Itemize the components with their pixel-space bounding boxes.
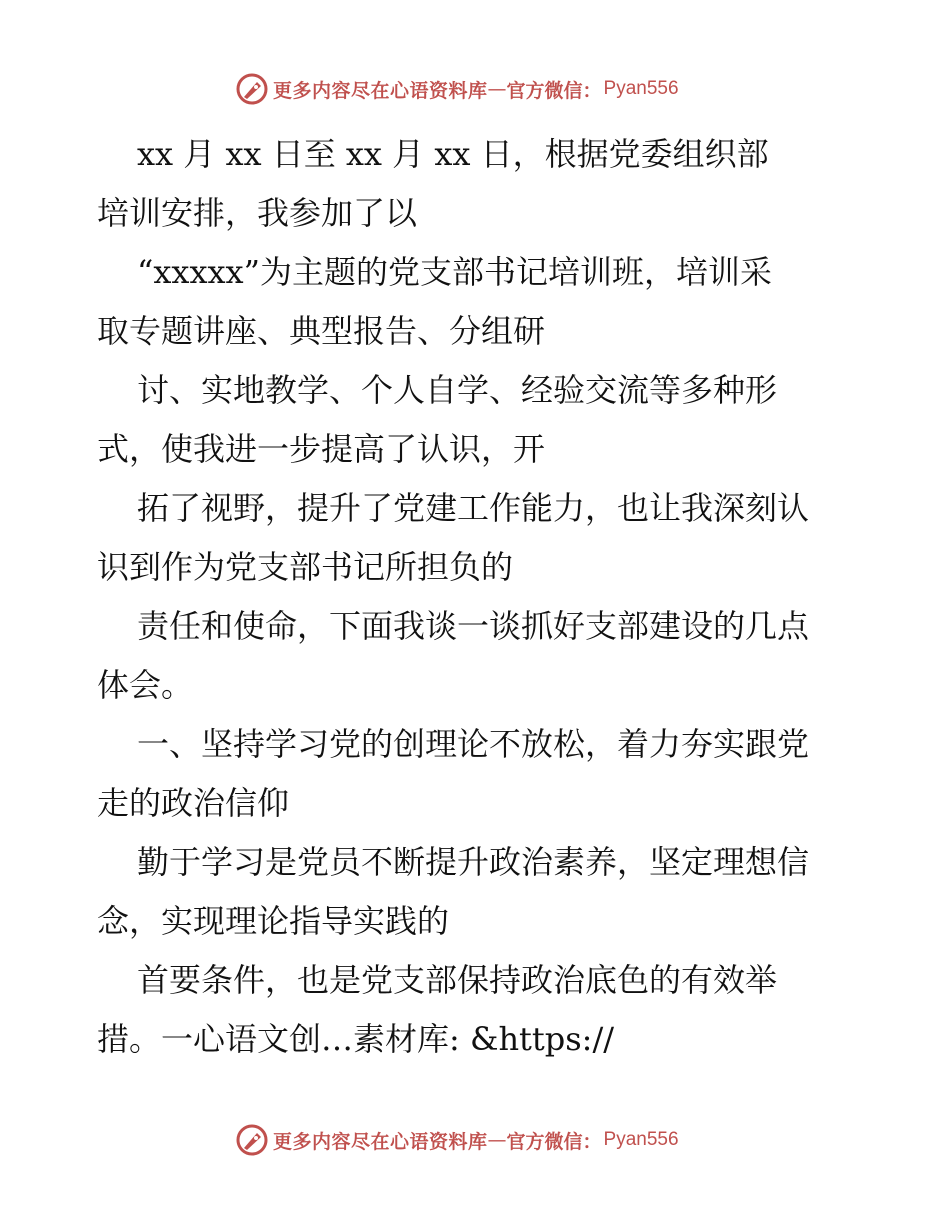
header-wechat-id: Pyan556 [603, 78, 679, 99]
section-heading-1: 一、坚持学习党的创理论不放松，着力夯实跟党 [137, 725, 810, 763]
header-wechat-label: 官方微信： [506, 79, 602, 102]
text-line-13: 勤于学习是党员不断提升政治素养，坚定理想信 [137, 843, 810, 881]
text-line-15: 首要条件，也是党支部保持政治底色的有效举 [137, 961, 778, 999]
header-separator: — [487, 78, 507, 100]
text-line-5: 讨、实地教学、个人自学、经验交流等多种形 [137, 371, 778, 409]
text-line-14: 念，实现理论指导实践的 [97, 902, 450, 940]
text-line-8: 识到作为党支部书记所担负的 [97, 548, 514, 586]
footer-wechat-id: Pyan556 [603, 1129, 679, 1150]
pen-nib-logo-icon [235, 72, 269, 106]
footer-banner [235, 1121, 679, 1159]
footer-wechat-label: 官方微信： [506, 1130, 602, 1153]
header-brand-text: 更多内容尽在心语资料库 [273, 79, 488, 102]
text-line-1: xx 月 xx 日至 xx 月 xx 日，根据党委组织部 [137, 135, 769, 173]
text-line-7: 拓了视野，提升了党建工作能力，也让我深刻认 [137, 489, 810, 527]
text-line-4: 取专题讲座、典型报告、分组研 [97, 312, 546, 350]
document-body [97, 125, 857, 1069]
text-line-10: 体会。 [97, 666, 194, 704]
section-heading-1-cont: 走的政治信仰 [97, 784, 290, 822]
text-line-9: 责任和使命，下面我谈一谈抓好支部建设的几点 [137, 607, 810, 645]
footer-brand-text: 更多内容尽在心语资料库 [273, 1130, 488, 1153]
text-line-16: 措。一心语文创…素材库: &https:// [97, 1020, 615, 1058]
text-line-6: 式，使我进一步提高了认识，开 [97, 430, 546, 468]
header-banner [235, 70, 679, 108]
pen-nib-logo-icon [235, 1123, 269, 1157]
footer-separator: — [487, 1129, 507, 1151]
text-line-2: 培训安排，我参加了以 [97, 194, 418, 232]
text-line-3: “xxxxx”为主题的党支部书记培训班，培训采 [137, 253, 772, 291]
